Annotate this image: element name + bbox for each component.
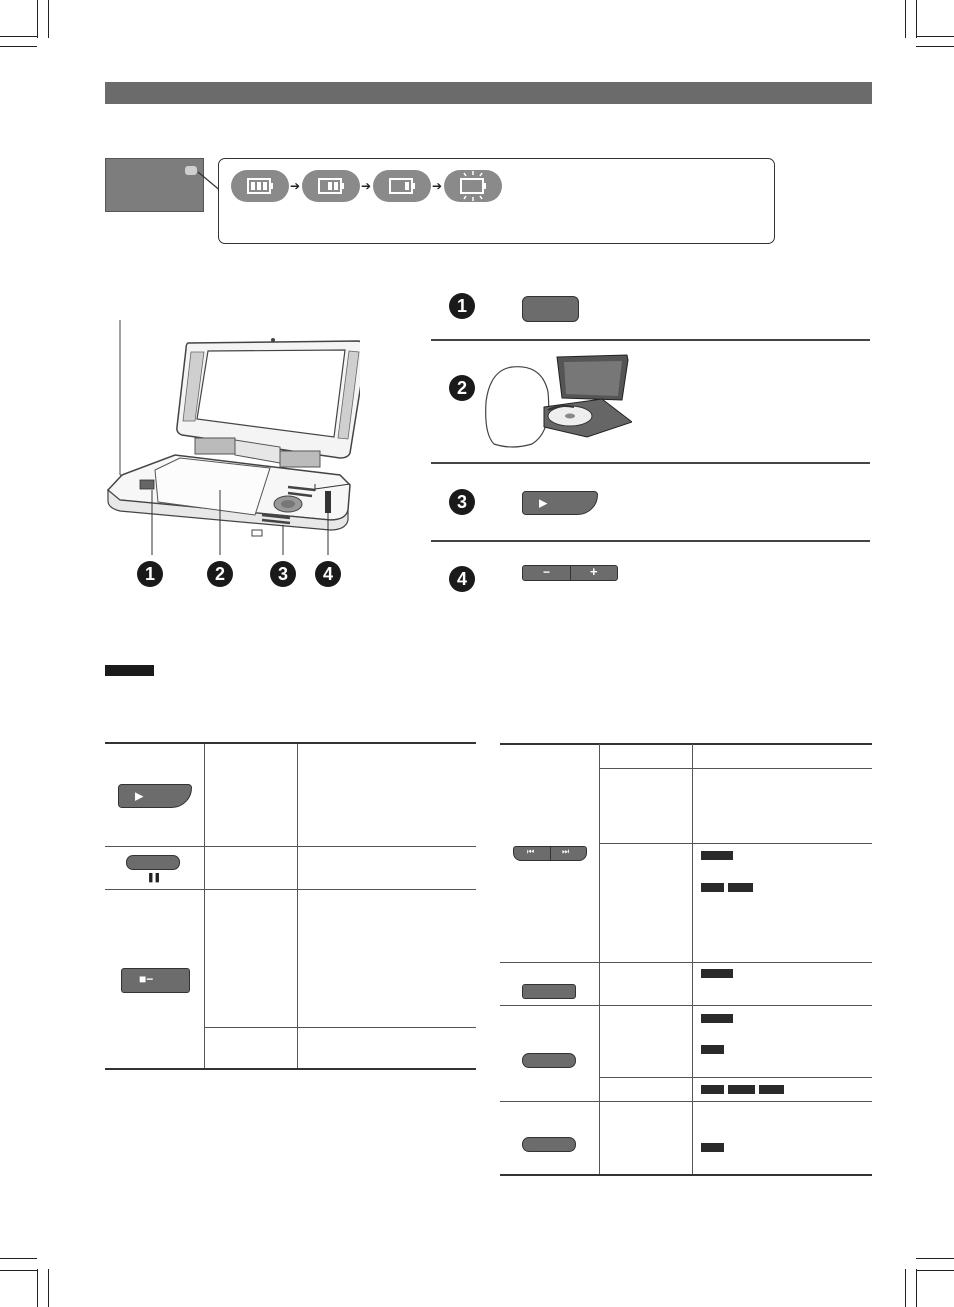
- crop-mark: [916, 36, 954, 37]
- disc-type-label-block: [701, 851, 733, 860]
- disc-insert-illustration: [482, 352, 632, 452]
- table-rule: [692, 744, 693, 1175]
- step-number-2: 2: [449, 375, 475, 401]
- volume-up-icon: +: [590, 564, 598, 579]
- table-rule: [297, 744, 298, 1069]
- play-button[interactable]: [522, 491, 598, 515]
- button-table-row-3: [522, 1053, 576, 1068]
- disc-type-label-block: [728, 1085, 755, 1094]
- battery-empty-blinking-icon: [444, 170, 502, 202]
- table-rule: [500, 743, 872, 745]
- crop-mark: [37, 1269, 38, 1307]
- pause-button-table: [126, 855, 180, 870]
- play-icon: ▶: [135, 790, 144, 803]
- pause-icon: ❚❚: [147, 872, 161, 882]
- disc-type-label-block: [701, 1085, 724, 1094]
- volume-divider: [570, 566, 571, 580]
- disc-type-label-block: [701, 969, 733, 978]
- button-table-row-2: [522, 984, 576, 999]
- crop-mark: [905, 0, 906, 38]
- callout-number-2: 2: [207, 561, 233, 587]
- table-rule: [204, 744, 205, 1069]
- skip-next-icon: ⏭: [562, 847, 570, 856]
- volume-down-icon: −: [543, 565, 551, 579]
- play-icon: ▶: [539, 497, 548, 510]
- crop-mark: [48, 0, 49, 38]
- volume-button[interactable]: [522, 565, 618, 581]
- crop-mark: [48, 1269, 49, 1307]
- skip-divider: [550, 847, 551, 860]
- battery-two-thirds-icon: [302, 170, 360, 202]
- crop-mark: [916, 46, 954, 47]
- crop-mark: [0, 1258, 37, 1259]
- table-rule: [105, 889, 476, 890]
- table-rule: [500, 1174, 872, 1176]
- button-table-row-4: [522, 1137, 576, 1152]
- crop-mark: [916, 1258, 954, 1259]
- table-rule: [105, 742, 476, 744]
- arrow-right-icon: ➔: [432, 179, 443, 193]
- callout-number-3: 3: [270, 561, 296, 587]
- callout-number-1: 1: [137, 561, 163, 587]
- skip-previous-icon: ⏮: [527, 847, 535, 856]
- table-rule: [599, 768, 872, 769]
- play-button-table: [118, 784, 192, 808]
- stop-button-table: [121, 968, 190, 993]
- table-rule: [500, 1005, 872, 1006]
- callout-number-4: 4: [315, 561, 341, 587]
- divider: [431, 339, 870, 341]
- crop-mark: [916, 1269, 917, 1307]
- step-number-1: 1: [449, 293, 475, 319]
- table-rule: [599, 1077, 872, 1078]
- crop-mark: [37, 0, 38, 38]
- divider: [431, 462, 870, 464]
- table-rule: [105, 1068, 476, 1070]
- crop-mark: [905, 1269, 906, 1307]
- disc-type-label-block: [701, 1014, 733, 1023]
- divider: [431, 540, 870, 542]
- table-rule: [204, 1027, 476, 1028]
- power-button[interactable]: [522, 296, 579, 322]
- table-rule: [500, 1101, 872, 1102]
- arrow-right-icon: ➔: [290, 179, 301, 193]
- battery-one-third-icon: [373, 170, 431, 202]
- table-rule: [105, 846, 476, 847]
- disc-type-label-block: [701, 1045, 724, 1054]
- step-number-4: 4: [449, 566, 475, 592]
- crop-mark: [0, 46, 37, 47]
- portable-dvd-player-illustration: [100, 315, 360, 555]
- arrow-right-icon: ➔: [361, 179, 372, 193]
- disc-type-label-block: [759, 1085, 784, 1094]
- skip-buttons-table: [513, 846, 587, 861]
- disc-type-label-block: [701, 1143, 724, 1152]
- step-number-3: 3: [449, 489, 475, 515]
- stop-icon: ■−: [139, 972, 154, 986]
- battery-full-icon: [231, 170, 289, 202]
- table-rule: [599, 843, 872, 844]
- crop-mark: [0, 1270, 37, 1271]
- crop-mark: [916, 0, 917, 38]
- disc-type-label-block: [701, 883, 724, 892]
- crop-mark: [0, 36, 37, 37]
- table-rule: [599, 744, 600, 1175]
- table-rule: [500, 962, 872, 963]
- crop-mark: [916, 1270, 954, 1271]
- note-label-block: [105, 665, 154, 676]
- section-header-bar: [105, 82, 872, 104]
- disc-type-label-block: [728, 883, 753, 892]
